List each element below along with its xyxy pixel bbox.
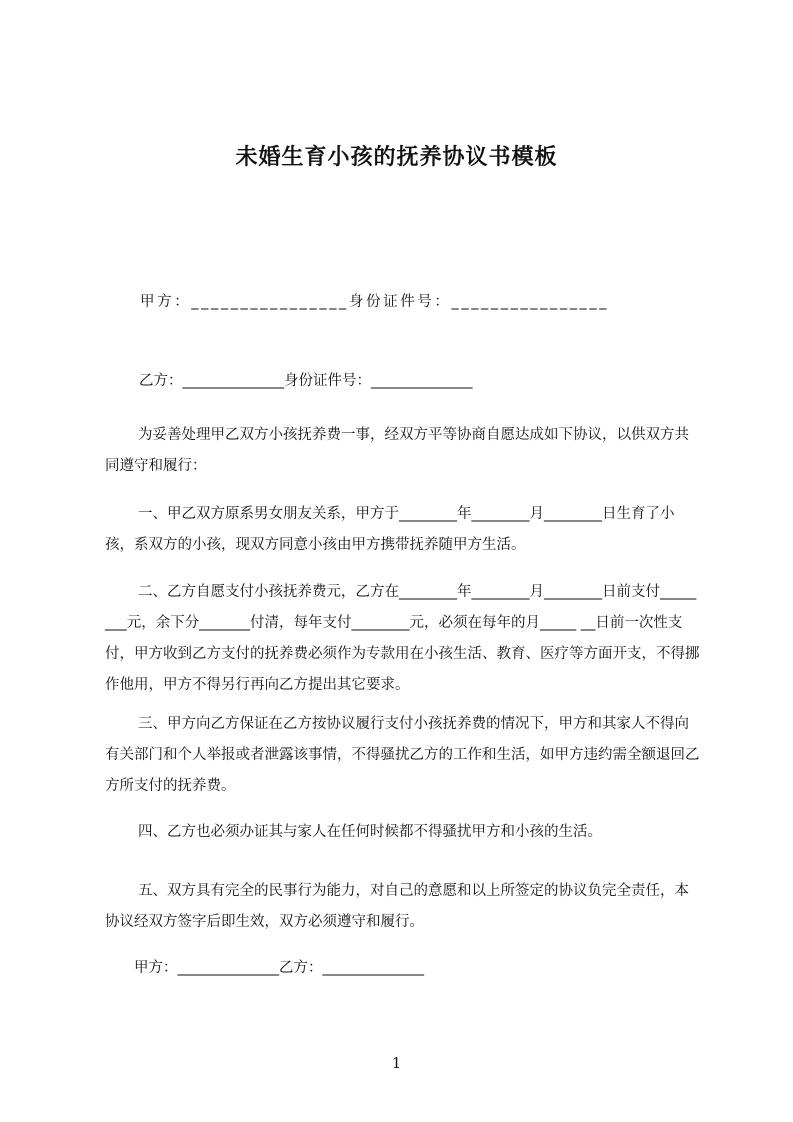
page-number: 1 xyxy=(391,1054,402,1072)
intro-paragraph: 为妥善处理甲乙双方小孩抚养费一事，经双方平等协商自愿达成如下协议，以供双方共同遵守和履行： xyxy=(105,427,689,474)
signature-line: 甲方：______________乙方：______________ xyxy=(134,960,424,976)
party-b-line: 乙方：______________身份证件号：______________ xyxy=(139,373,473,389)
clause-1: 一、甲乙双方原系男女朋友关系，甲方于________年________月________日生育了小孩，系双方的小孩，现双方同意小孩由甲方携带抚养随甲方生活。 xyxy=(105,506,675,553)
clause-5: 五、双方具有完全的民事行为能力，对自己的意愿和以上所签定的协议负完全责任，本协议经双方签字后即生效，双方必须遵守和履行。 xyxy=(105,883,689,930)
document-title: 未婚生育小孩的抚养协议书模板 xyxy=(235,145,558,170)
party-a-line: 甲方：________________身份证件号：________________ xyxy=(140,294,610,310)
clause-4: 四、乙方也必须办证其与家人在任何时候都不得骚扰甲方和小孩的生活。 xyxy=(138,824,602,840)
clause-2: 二、乙方自愿支付小孩抚养费元，乙方在________年________月________日前支付________元，余下分_______付清，每年支付________元，必须在每年的月_____ __日前一次性支付，甲方收到乙方支付的抚养费必须作为专款用在小孩生活、教育、医疗等方面开支，不得挪作他用，甲方不得另行再向乙方提出其它要求。 xyxy=(105,584,700,693)
clause-3: 三、甲方向乙方保证在乙方按协议履行支付小孩抚养费的情况下，甲方和其家人不得向有关部门和个人举报或者泄露该事情，不得骚扰乙方的工作和生活，如甲方违约需全额退回乙方所支付的抚养费。 xyxy=(105,716,700,794)
